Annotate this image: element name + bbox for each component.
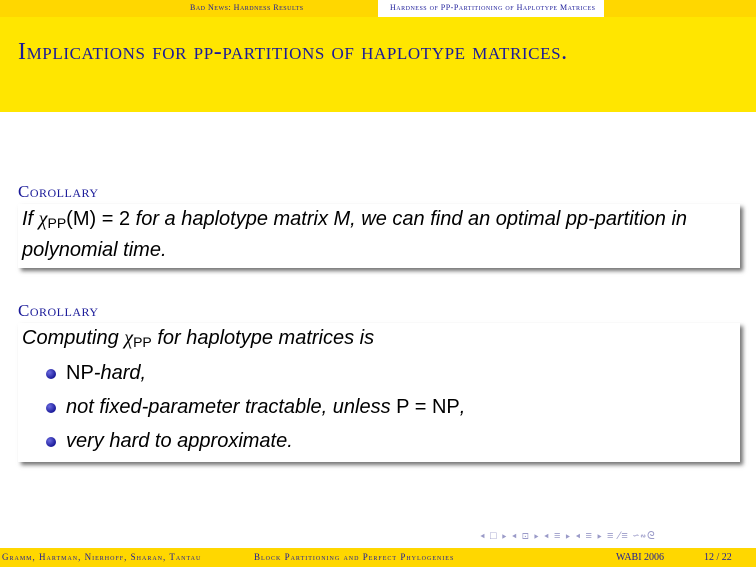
nav-section-hardness-pp[interactable]: Hardness of PP-Partitioning of Haplotype Matrices xyxy=(378,0,604,17)
list-item-text: not fixed-parameter tractable, unless xyxy=(66,396,397,418)
frame-title-bar xyxy=(0,17,756,112)
footer-page-number: 12 / 22 xyxy=(704,552,732,563)
footer-talk-title: Block Partitioning and Perfect Phylogenies xyxy=(254,552,455,562)
chi-symbol: χ xyxy=(38,208,48,230)
corollary-block-2 xyxy=(18,301,740,462)
chi-symbol: χ xyxy=(124,327,134,349)
list-item-text: -hard, xyxy=(93,362,147,384)
chi-subscript: PP xyxy=(133,334,152,350)
list-item xyxy=(22,390,734,424)
list-item-text: , xyxy=(459,396,466,418)
corollary-text: If xyxy=(22,208,39,230)
frame-title: Implications for pp-partitions of haplotype matrices. xyxy=(18,39,568,65)
corollary-body xyxy=(18,204,740,268)
chi-subscript: PP xyxy=(47,215,67,231)
hardness-list xyxy=(22,356,734,458)
corollary-text: Computing xyxy=(22,327,125,349)
corollary-text: for a haplotype matrix M, we can find an optimal pp-partition in polynomial time. xyxy=(22,208,688,261)
corollary-lead xyxy=(22,325,734,356)
chi-argument: (M) = 2 xyxy=(66,208,131,230)
list-item-text: NP xyxy=(66,362,94,384)
bullet-icon xyxy=(46,369,56,379)
footline xyxy=(0,548,756,567)
beamer-navigation-icons[interactable]: ◂ □ ▸ ◂ ⊡ ▸ ◂ ≡ ▸ ◂ ≡ ▸ ≡ ⁄≡ ∽∾ᘓ xyxy=(480,530,656,542)
list-item-text: very hard to approximate. xyxy=(66,430,293,452)
list-item xyxy=(22,424,734,458)
footer-event: WABI 2006 xyxy=(616,552,665,563)
bullet-icon xyxy=(46,403,56,413)
footer-authors: Gramm, Hartman, Nierhoff, Sharan, Tantau xyxy=(2,552,202,562)
corollary-heading: Corollary xyxy=(18,182,99,201)
nav-section-bad-news[interactable]: Bad News: Hardness Results xyxy=(190,3,304,12)
section-navigation xyxy=(0,0,756,17)
corollary-body xyxy=(18,323,740,462)
corollary-block-1 xyxy=(18,182,740,268)
list-item xyxy=(22,356,734,390)
corollary-text: for haplotype matrices is xyxy=(151,327,375,349)
list-item-text: P = NP xyxy=(396,396,460,418)
bullet-icon xyxy=(46,437,56,447)
corollary-heading: Corollary xyxy=(18,301,99,320)
